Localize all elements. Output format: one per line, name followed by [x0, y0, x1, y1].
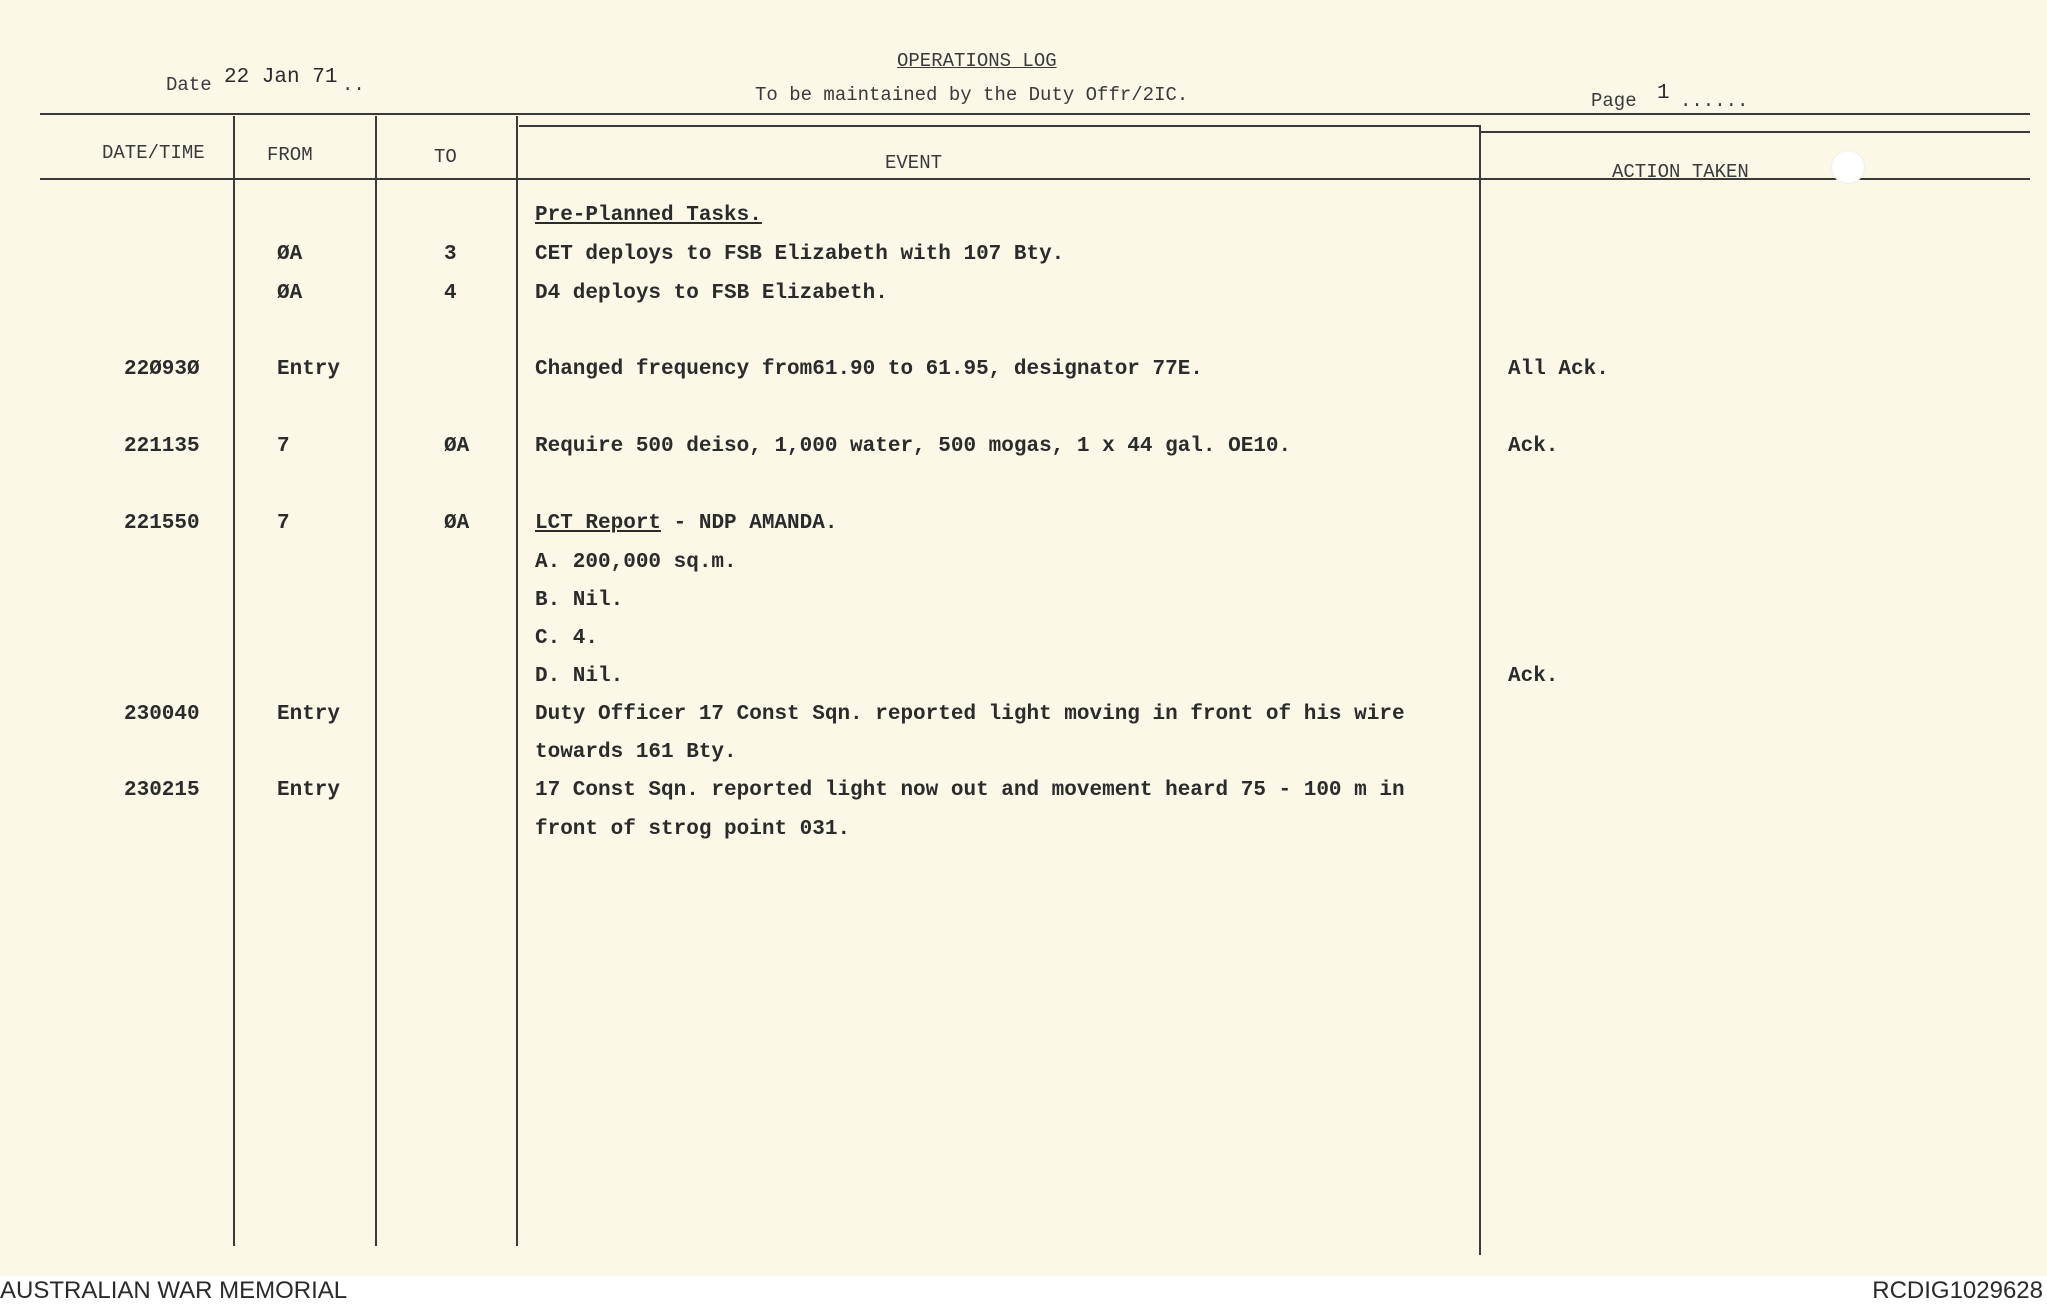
from-cell: 7	[277, 512, 290, 535]
event-cell: Require 500 deiso, 1,000 water, 500 mogas, 1 x 44 gal. OE10.	[535, 435, 1292, 458]
event-cell: C. 4.	[535, 627, 599, 650]
column-divider-4	[1479, 125, 1481, 1255]
column-divider-3	[516, 116, 518, 1246]
from-cell: Entry	[277, 358, 341, 381]
event-cell: B. Nil.	[535, 589, 624, 612]
date-label: Date	[166, 74, 212, 96]
column-divider-2	[375, 116, 377, 1246]
footer-record-id: RCDIG1029628	[1872, 1277, 2043, 1304]
to-cell: ØA	[444, 435, 470, 458]
event-cell: CET deploys to FSB Elizabeth with 107 Bty.	[535, 243, 1065, 266]
page-dots: ......	[1680, 90, 1749, 112]
log-subtitle: To be maintained by the Duty Offr/2IC.	[755, 84, 1189, 106]
column-header-action: ACTION TAKEN	[1612, 161, 1749, 183]
datetime-cell: 22Ø93Ø	[124, 358, 200, 381]
to-cell: 3	[444, 243, 457, 266]
to-cell: 4	[444, 282, 457, 305]
column-header-event: EVENT	[885, 152, 943, 174]
footer-credit: AUSTRALIAN WAR MEMORIAL	[0, 1277, 348, 1304]
column-header-to: TO	[434, 146, 457, 168]
event-cell	[535, 512, 837, 535]
datetime-cell: 221550	[124, 512, 200, 535]
column-header-from: FROM	[267, 144, 313, 166]
date-value: 22 Jan 71	[224, 66, 338, 89]
to-cell: ØA	[444, 512, 470, 535]
event-cell: A. 200,000 sq.m.	[535, 551, 737, 574]
event-text: - NDP AMANDA.	[661, 512, 838, 535]
punch-hole	[1831, 150, 1865, 184]
from-cell: Entry	[277, 779, 341, 802]
event-cell: D. Nil.	[535, 665, 624, 688]
event-header-rule	[519, 125, 1481, 127]
event-cell: 17 Const Sqn. reported light now out and movement heard 75 - 100 m in	[535, 779, 1405, 802]
log-title: OPERATIONS LOG	[897, 50, 1057, 72]
column-header-datetime: DATE/TIME	[102, 142, 205, 164]
datetime-cell: 221135	[124, 435, 200, 458]
header-top-rule	[40, 113, 2030, 115]
event-cell: towards 161 Bty.	[535, 741, 737, 764]
event-cell: Duty Officer 17 Const Sqn. reported light moving in front of his wire	[535, 703, 1405, 726]
from-cell: ØA	[277, 243, 303, 266]
event-cell: Pre-Planned Tasks.	[535, 204, 762, 227]
footer-bar	[0, 1276, 2047, 1308]
event-cell: D4 deploys to FSB Elizabeth.	[535, 282, 888, 305]
event-cell: front of strog point 031.	[535, 818, 851, 841]
from-cell: Entry	[277, 703, 341, 726]
page-number: 1	[1657, 82, 1670, 105]
action-header-rule	[1481, 131, 2030, 133]
action-cell: Ack.	[1508, 665, 1559, 688]
event-underlined-text: LCT Report	[535, 512, 662, 535]
action-cell: All Ack.	[1508, 358, 1609, 381]
action-cell: Ack.	[1508, 435, 1559, 458]
from-cell: 7	[277, 435, 290, 458]
event-cell: Changed frequency from61.90 to 61.95, designator 77E.	[535, 358, 1203, 381]
column-divider-1	[233, 116, 235, 1246]
datetime-cell: 230215	[124, 779, 200, 802]
date-dots: ..	[342, 74, 365, 96]
page-label: Page	[1591, 90, 1637, 112]
datetime-cell: 230040	[124, 703, 200, 726]
from-cell: ØA	[277, 282, 303, 305]
